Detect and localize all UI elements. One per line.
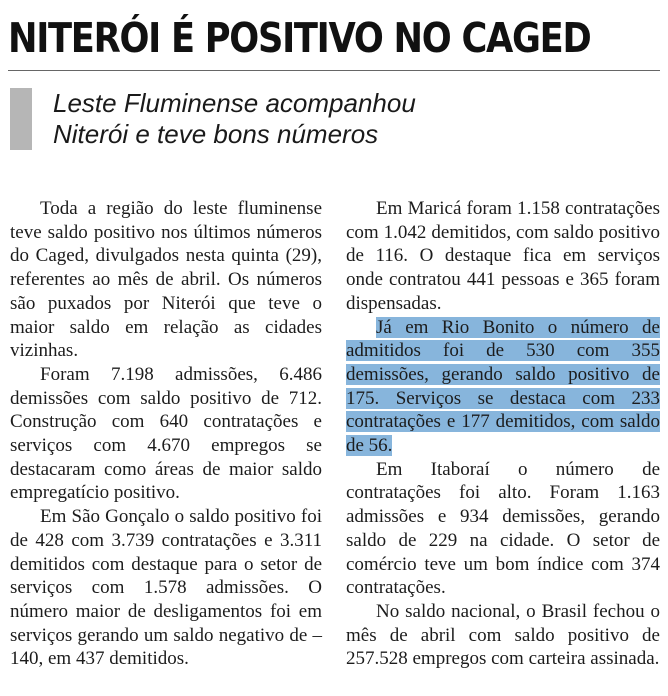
paragraph-niteroi-numbers: Foram 7.198 admissões, 6.486 demissões com saldo positivo de 712. Construção com 640 contratações e serviços com 4.670 empregos se destacaram como áreas de maior saldo empregatício positivo. <box>10 363 322 504</box>
subheadline-line-1: Leste Fluminense acompanhou <box>53 88 416 118</box>
paragraph-marica: Em Maricá foram 1.158 contratações com 1.042 demitidos, com saldo positivo de 116. O destaque fica em serviços onde contratou 441 pessoas e 365 foram dispensadas. <box>346 198 660 314</box>
left-column <box>10 197 322 671</box>
paragraph-rio-bonito-highlighted[interactable] <box>346 316 660 458</box>
headline: NITERÓI É POSITIVO NO CAGED <box>8 14 591 62</box>
text-selection-highlight[interactable]: Já em Rio Bonito o número de admitidos foi de 530 com 355 demissões, gerando saldo positivo de 175. Serviços se destaca com 233 contratações e 177 demitidos, com saldo de 56. <box>346 316 660 457</box>
paragraph-sao-goncalo: Em São Gonçalo o saldo positivo foi de 428 com 3.739 contratações e 3.311 demitidos com destaque para o setor de serviços com 1.578 admissões. O número maior de desligamentos foi em serviços gerando um saldo negativo de – 140, em 437 demitidos. <box>10 506 322 670</box>
subheadline <box>53 88 473 150</box>
paragraph-saldo-nacional: No saldo nacional, o Brasil fechou o mês de abril com saldo positivo de 257.528 empregos com carteira assinada. <box>346 600 660 670</box>
headline-rule <box>8 70 660 71</box>
right-column <box>346 197 660 671</box>
subheadline-line-2: Niterói e teve bons números <box>53 119 379 149</box>
paragraph-leste-fluminense: Toda a região do leste fluminense teve saldo positivo nos últimos números do Caged, divulgados nesta quinta (29), referentes ao mês de abril. Os números são puxados por Niterói que teve o maior saldo em relação as cidades vizinhas. <box>10 198 322 362</box>
subheadline-accent-bar <box>10 88 32 150</box>
paragraph-itaborai: Em Itaboraí o número de contratações foi alto. Foram 1.163 admissões e 934 demissões, gerando saldo de 229 na cidade. O setor de comércio teve um bom índice com 374 contratações. <box>346 458 660 599</box>
